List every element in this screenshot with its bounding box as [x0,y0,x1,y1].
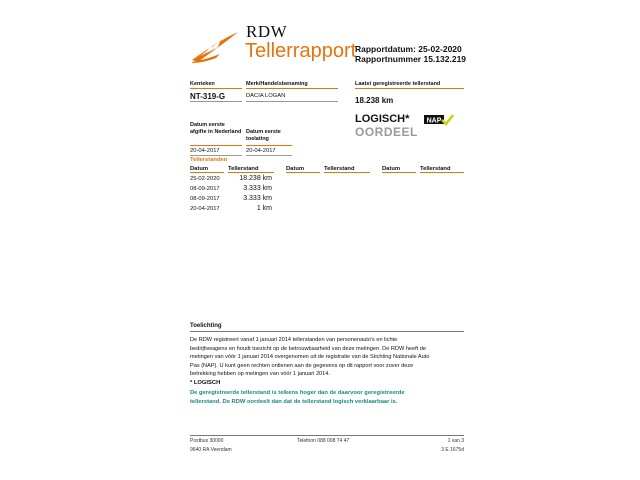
reading-date: 08-09-2017 [190,196,220,202]
verdict-status: LOGISCH* [355,113,410,125]
reading-value: 3.333 km [243,185,272,192]
first-issue-underline [190,155,242,156]
footer-address-2: 9640 RA Veendam [190,447,232,453]
first-admission-underline [246,155,292,156]
org-name: RDW [246,22,288,41]
table-row [190,185,272,192]
col-date-3: Datum [382,166,416,173]
plate-label: Kenteken [190,81,242,89]
last-reading-label: Laatst geregistreerde tellerstand [355,81,464,89]
report-number: Rapportnummer 15.132.219 [355,54,467,64]
table-row [190,175,272,182]
verdict-subtitle: OORDEEL [355,125,418,139]
brand-label: Merk/Handelsbenaming [246,81,338,89]
explanation-title: Toelichting [190,323,222,329]
page-title: Tellerrapport [245,40,357,62]
first-issue-rule [190,145,242,146]
first-admission-rule [246,145,292,146]
reading-date: 08-09-2017 [190,186,220,192]
brand-value: DACIA LOGAN [246,93,286,99]
plate-underline [190,101,242,102]
reading-date: 20-04-2017 [190,206,220,212]
explanation-divider [190,331,464,332]
explanation-text [190,336,464,379]
nap-check-icon [424,114,454,126]
col-reading-2: Tellerstand [324,166,370,173]
footer-divider [190,435,464,436]
first-issue-value: 20-04-2017 [190,148,220,154]
reading-value: 18.238 km [239,175,272,182]
first-admission-value: 20-04-2017 [246,148,276,154]
rdw-logo-icon [190,30,242,64]
col-date-1: Datum [190,166,224,173]
brand-underline [246,101,338,102]
reading-value: 3.333 km [243,195,272,202]
explanation-line: bedrijfswagens en houdt toezicht op de betrouwbaarheid van deze metingen. De RDW heeft de [190,345,427,352]
logisch-note-text [190,389,464,406]
footer-phone: Telefoon 088 008 74 47 [297,438,350,444]
plate-value: NT-319-G [190,92,226,101]
first-issue-label: Datum eerste afgifte in Nederland [190,122,242,135]
readings-title: Tellerstanden [190,157,228,163]
note-line: De geregistreerde tellerstand is telkens hoger dan de daarvoor geregistreerde [190,390,405,396]
table-row [190,195,272,202]
reading-value: 1 km [256,205,272,212]
col-reading-1: Tellerstand [228,166,274,173]
report-date: Rapportdatum: 25-02-2020 [355,44,462,54]
col-date-2: Datum [286,166,320,173]
footer-page: 1 van 3 [447,438,464,444]
last-reading-value: 18.238 km [355,96,394,105]
explanation-line: betrekking hebben op metingen van vóór 1 januari 2014. [190,371,330,378]
col-reading-3: Tellerstand [420,166,464,173]
nap-badge-text: NAP [426,117,442,125]
footer-code: 3 E 1675d [441,447,464,453]
explanation-line: Pas (NAP). U kunt geen rechten ontlenen aan de gegevens op dit rapport voor zover deze [190,362,414,369]
logisch-note-title: * LOGISCH [190,380,221,386]
first-admission-label: Datum eerste toelating [246,129,281,142]
footer-address-1: Postbus 30000 [190,438,224,444]
note-line: tellerstand. De RDW oordeelt dan dat de tellerstand logisch verklaarbaar is. [190,398,398,405]
table-row [190,205,272,212]
nap-badge [424,113,454,125]
explanation-line: metingen van vóór 1 januari 2014 overgenomen uit de registratie van de Stichting Nationale Auto [190,354,430,361]
explanation-line: De RDW registreert vanaf 1 januari 2014 tellerstanden van personenauto's en lichte [190,337,398,343]
reading-date: 25-02-2020 [190,176,220,182]
